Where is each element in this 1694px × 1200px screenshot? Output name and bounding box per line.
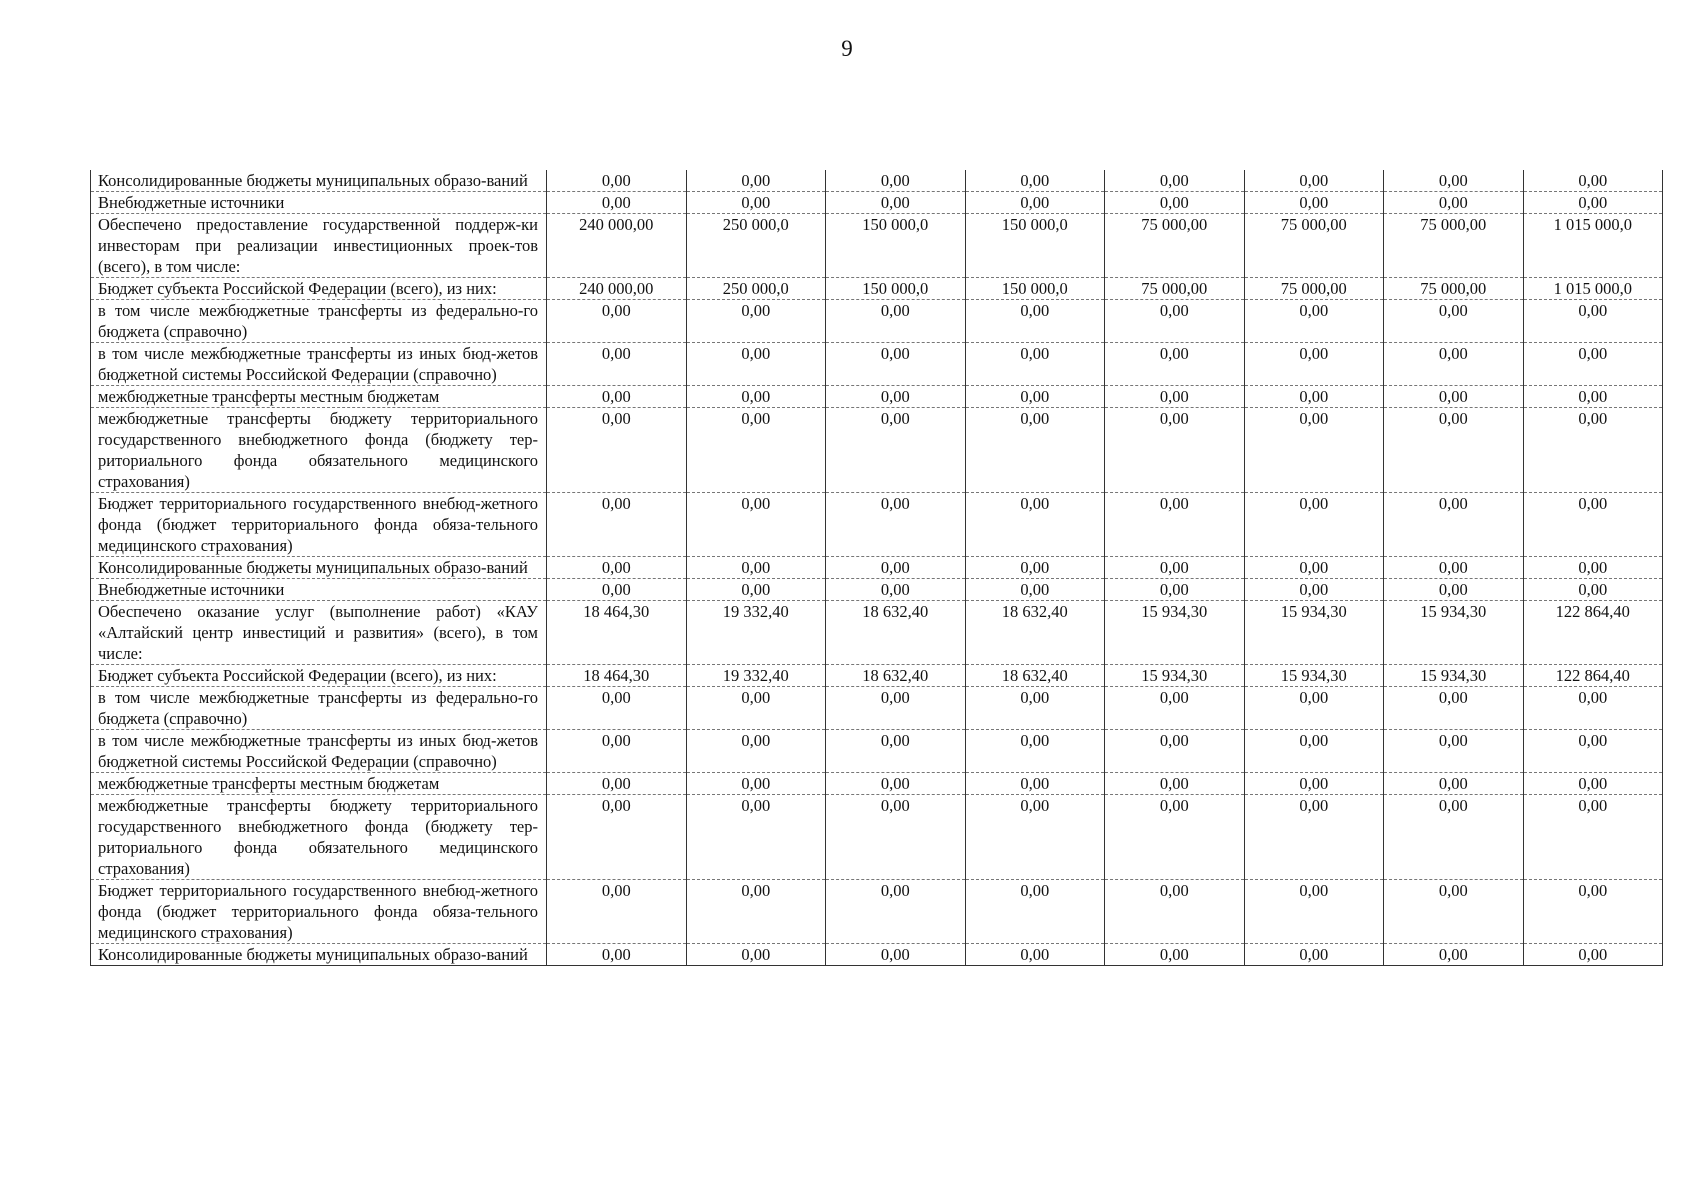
- table-row: [91, 170, 1663, 192]
- value-cell: 0,00: [686, 386, 826, 408]
- value-cell: 0,00: [686, 880, 826, 944]
- value-cell: 0,00: [1105, 386, 1245, 408]
- value-cell: 240 000,00: [547, 278, 687, 300]
- value-cell: 0,00: [547, 493, 687, 557]
- value-cell: 75 000,00: [1105, 214, 1245, 278]
- value-cell: 0,00: [686, 493, 826, 557]
- value-cell: 0,00: [826, 170, 966, 192]
- value-cell: 0,00: [1523, 773, 1663, 795]
- value-cell: 0,00: [1244, 687, 1384, 730]
- row-label: Внебюджетные источники: [91, 579, 547, 601]
- value-cell: 0,00: [547, 300, 687, 343]
- value-cell: 0,00: [1384, 687, 1524, 730]
- value-cell: 0,00: [1384, 300, 1524, 343]
- value-cell: 0,00: [1244, 795, 1384, 880]
- value-cell: 0,00: [1244, 408, 1384, 493]
- value-cell: 0,00: [547, 687, 687, 730]
- value-cell: 0,00: [1384, 880, 1524, 944]
- row-label: в том числе межбюджетные трансферты из иных бюд-жетов бюджетной системы Российской Федерации (справочно): [91, 730, 547, 773]
- value-cell: 0,00: [826, 730, 966, 773]
- value-cell: 0,00: [1244, 192, 1384, 214]
- value-cell: 15 934,30: [1244, 601, 1384, 665]
- value-cell: 0,00: [965, 192, 1105, 214]
- value-cell: 0,00: [1244, 579, 1384, 601]
- value-cell: 0,00: [826, 773, 966, 795]
- value-cell: 0,00: [965, 687, 1105, 730]
- value-cell: 1 015 000,0: [1523, 278, 1663, 300]
- value-cell: 0,00: [1244, 343, 1384, 386]
- value-cell: 0,00: [1384, 192, 1524, 214]
- value-cell: 0,00: [1523, 944, 1663, 966]
- row-label: Консолидированные бюджеты муниципальных образо-ваний: [91, 557, 547, 579]
- value-cell: 0,00: [1523, 557, 1663, 579]
- row-label: в том числе межбюджетные трансферты из федерально-го бюджета (справочно): [91, 687, 547, 730]
- row-label: Обеспечено предоставление государственной поддерж-ки инвесторам при реализации инвестиционных проек-тов (всего), в том числе:: [91, 214, 547, 278]
- value-cell: 0,00: [547, 880, 687, 944]
- value-cell: 0,00: [965, 944, 1105, 966]
- table-body: [91, 170, 1663, 966]
- value-cell: 0,00: [547, 170, 687, 192]
- value-cell: 150 000,0: [826, 278, 966, 300]
- value-cell: 0,00: [826, 944, 966, 966]
- value-cell: 0,00: [965, 579, 1105, 601]
- value-cell: 15 934,30: [1244, 665, 1384, 687]
- row-label: Бюджет субъекта Российской Федерации (всего), из них:: [91, 278, 547, 300]
- value-cell: 0,00: [1384, 343, 1524, 386]
- value-cell: 0,00: [1105, 944, 1245, 966]
- value-cell: 0,00: [547, 795, 687, 880]
- row-label: межбюджетные трансферты местным бюджетам: [91, 773, 547, 795]
- value-cell: 250 000,0: [686, 214, 826, 278]
- value-cell: 0,00: [1523, 493, 1663, 557]
- value-cell: 15 934,30: [1105, 601, 1245, 665]
- table-row: [91, 278, 1663, 300]
- value-cell: 0,00: [826, 192, 966, 214]
- value-cell: 0,00: [1523, 408, 1663, 493]
- value-cell: 0,00: [826, 880, 966, 944]
- value-cell: 0,00: [1523, 170, 1663, 192]
- value-cell: 0,00: [826, 343, 966, 386]
- row-label: межбюджетные трансферты местным бюджетам: [91, 386, 547, 408]
- value-cell: 0,00: [1244, 944, 1384, 966]
- value-cell: 0,00: [1384, 493, 1524, 557]
- value-cell: 75 000,00: [1244, 214, 1384, 278]
- value-cell: 0,00: [1105, 493, 1245, 557]
- value-cell: 19 332,40: [686, 601, 826, 665]
- value-cell: 0,00: [1384, 944, 1524, 966]
- value-cell: 0,00: [826, 579, 966, 601]
- value-cell: 0,00: [1105, 170, 1245, 192]
- value-cell: 0,00: [1244, 386, 1384, 408]
- table-row: [91, 944, 1663, 966]
- value-cell: 0,00: [1384, 773, 1524, 795]
- value-cell: 0,00: [1523, 795, 1663, 880]
- value-cell: 0,00: [1105, 343, 1245, 386]
- value-cell: 122 864,40: [1523, 601, 1663, 665]
- row-label: в том числе межбюджетные трансферты из федерально-го бюджета (справочно): [91, 300, 547, 343]
- table-row: [91, 493, 1663, 557]
- value-cell: 0,00: [547, 557, 687, 579]
- row-label: Бюджет субъекта Российской Федерации (всего), из них:: [91, 665, 547, 687]
- value-cell: 0,00: [826, 408, 966, 493]
- value-cell: 0,00: [686, 300, 826, 343]
- value-cell: 18 464,30: [547, 665, 687, 687]
- row-label: Обеспечено оказание услуг (выполнение работ) «КАУ «Алтайский центр инвестиций и развития» (всего), в том числе:: [91, 601, 547, 665]
- value-cell: 0,00: [1105, 579, 1245, 601]
- row-label: Внебюджетные источники: [91, 192, 547, 214]
- row-label: Консолидированные бюджеты муниципальных образо-ваний: [91, 944, 547, 966]
- value-cell: 0,00: [1244, 773, 1384, 795]
- table-row: [91, 386, 1663, 408]
- value-cell: 75 000,00: [1384, 214, 1524, 278]
- value-cell: 75 000,00: [1105, 278, 1245, 300]
- table-row: [91, 730, 1663, 773]
- value-cell: 0,00: [686, 773, 826, 795]
- table-row: [91, 343, 1663, 386]
- value-cell: 0,00: [965, 386, 1105, 408]
- value-cell: 0,00: [547, 386, 687, 408]
- value-cell: 0,00: [1523, 579, 1663, 601]
- value-cell: 0,00: [1523, 880, 1663, 944]
- value-cell: 0,00: [686, 795, 826, 880]
- value-cell: 0,00: [547, 579, 687, 601]
- value-cell: 0,00: [965, 557, 1105, 579]
- value-cell: 0,00: [686, 687, 826, 730]
- value-cell: 18 632,40: [826, 601, 966, 665]
- value-cell: 0,00: [547, 730, 687, 773]
- budget-table: [90, 170, 1663, 966]
- value-cell: 0,00: [1523, 343, 1663, 386]
- value-cell: 0,00: [965, 493, 1105, 557]
- row-label: Бюджет территориального государственного внебюд-жетного фонда (бюджет территориального фонда обяза-тельного медицинского страхования): [91, 880, 547, 944]
- value-cell: 0,00: [1523, 300, 1663, 343]
- value-cell: 0,00: [547, 192, 687, 214]
- value-cell: 0,00: [965, 880, 1105, 944]
- value-cell: 0,00: [1105, 795, 1245, 880]
- value-cell: 18 632,40: [965, 601, 1105, 665]
- row-label: Бюджет территориального государственного внебюд-жетного фонда (бюджет территориального фонда обяза-тельного медицинского страхования): [91, 493, 547, 557]
- value-cell: 0,00: [1105, 730, 1245, 773]
- value-cell: 122 864,40: [1523, 665, 1663, 687]
- value-cell: 0,00: [686, 170, 826, 192]
- value-cell: 19 332,40: [686, 665, 826, 687]
- value-cell: 0,00: [965, 343, 1105, 386]
- row-label: межбюджетные трансферты бюджету территориального государственного внебюджетного фонда (бюджету тер-риториального фонда обязательного медицинского страхования): [91, 795, 547, 880]
- value-cell: 18 464,30: [547, 601, 687, 665]
- value-cell: 0,00: [1523, 687, 1663, 730]
- value-cell: 0,00: [965, 408, 1105, 493]
- value-cell: 0,00: [1105, 192, 1245, 214]
- value-cell: 0,00: [1384, 795, 1524, 880]
- value-cell: 0,00: [1244, 300, 1384, 343]
- value-cell: 0,00: [1523, 730, 1663, 773]
- value-cell: 0,00: [826, 687, 966, 730]
- value-cell: 0,00: [1384, 730, 1524, 773]
- value-cell: 0,00: [686, 730, 826, 773]
- value-cell: 0,00: [1105, 880, 1245, 944]
- value-cell: 0,00: [547, 944, 687, 966]
- value-cell: 0,00: [686, 343, 826, 386]
- value-cell: 0,00: [686, 557, 826, 579]
- value-cell: 0,00: [965, 300, 1105, 343]
- value-cell: 0,00: [1384, 557, 1524, 579]
- value-cell: 0,00: [965, 773, 1105, 795]
- value-cell: 18 632,40: [965, 665, 1105, 687]
- value-cell: 0,00: [1384, 386, 1524, 408]
- value-cell: 0,00: [1384, 408, 1524, 493]
- table-row: [91, 214, 1663, 278]
- value-cell: 250 000,0: [686, 278, 826, 300]
- table-row: [91, 773, 1663, 795]
- value-cell: 0,00: [686, 944, 826, 966]
- value-cell: 0,00: [1384, 170, 1524, 192]
- table-row: [91, 687, 1663, 730]
- value-cell: 0,00: [965, 170, 1105, 192]
- value-cell: 0,00: [547, 773, 687, 795]
- value-cell: 0,00: [1523, 386, 1663, 408]
- value-cell: 75 000,00: [1384, 278, 1524, 300]
- value-cell: 75 000,00: [1244, 278, 1384, 300]
- table-row: [91, 665, 1663, 687]
- table-row: [91, 795, 1663, 880]
- table-row: [91, 579, 1663, 601]
- page-number: 9: [841, 36, 853, 61]
- value-cell: 0,00: [1105, 687, 1245, 730]
- value-cell: 0,00: [1105, 557, 1245, 579]
- value-cell: 0,00: [686, 408, 826, 493]
- value-cell: 0,00: [1105, 300, 1245, 343]
- value-cell: 0,00: [965, 795, 1105, 880]
- table-row: [91, 192, 1663, 214]
- value-cell: 15 934,30: [1384, 601, 1524, 665]
- value-cell: 150 000,0: [965, 214, 1105, 278]
- value-cell: 15 934,30: [1105, 665, 1245, 687]
- value-cell: 0,00: [1523, 192, 1663, 214]
- value-cell: 0,00: [547, 408, 687, 493]
- value-cell: 18 632,40: [826, 665, 966, 687]
- value-cell: 0,00: [826, 386, 966, 408]
- value-cell: 0,00: [1244, 170, 1384, 192]
- value-cell: 150 000,0: [826, 214, 966, 278]
- value-cell: 0,00: [1105, 773, 1245, 795]
- row-label: межбюджетные трансферты бюджету территориального государственного внебюджетного фонда (бюджету тер-риториального фонда обязательного медицинского страхования): [91, 408, 547, 493]
- value-cell: 0,00: [686, 192, 826, 214]
- row-label: Консолидированные бюджеты муниципальных образо-ваний: [91, 170, 547, 192]
- table-row: [91, 300, 1663, 343]
- value-cell: 15 934,30: [1384, 665, 1524, 687]
- table-row: [91, 880, 1663, 944]
- value-cell: 0,00: [826, 300, 966, 343]
- value-cell: 0,00: [547, 343, 687, 386]
- value-cell: 240 000,00: [547, 214, 687, 278]
- value-cell: 0,00: [1244, 880, 1384, 944]
- value-cell: 0,00: [965, 730, 1105, 773]
- value-cell: 0,00: [826, 493, 966, 557]
- value-cell: 0,00: [1384, 579, 1524, 601]
- value-cell: 0,00: [1244, 493, 1384, 557]
- row-label: в том числе межбюджетные трансферты из иных бюд-жетов бюджетной системы Российской Федерации (справочно): [91, 343, 547, 386]
- value-cell: 150 000,0: [965, 278, 1105, 300]
- value-cell: 0,00: [686, 579, 826, 601]
- value-cell: 0,00: [1244, 730, 1384, 773]
- value-cell: 0,00: [826, 795, 966, 880]
- value-cell: 0,00: [1105, 408, 1245, 493]
- value-cell: 0,00: [826, 557, 966, 579]
- value-cell: 1 015 000,0: [1523, 214, 1663, 278]
- table-row: [91, 601, 1663, 665]
- value-cell: 0,00: [1244, 557, 1384, 579]
- table-row: [91, 408, 1663, 493]
- table-row: [91, 557, 1663, 579]
